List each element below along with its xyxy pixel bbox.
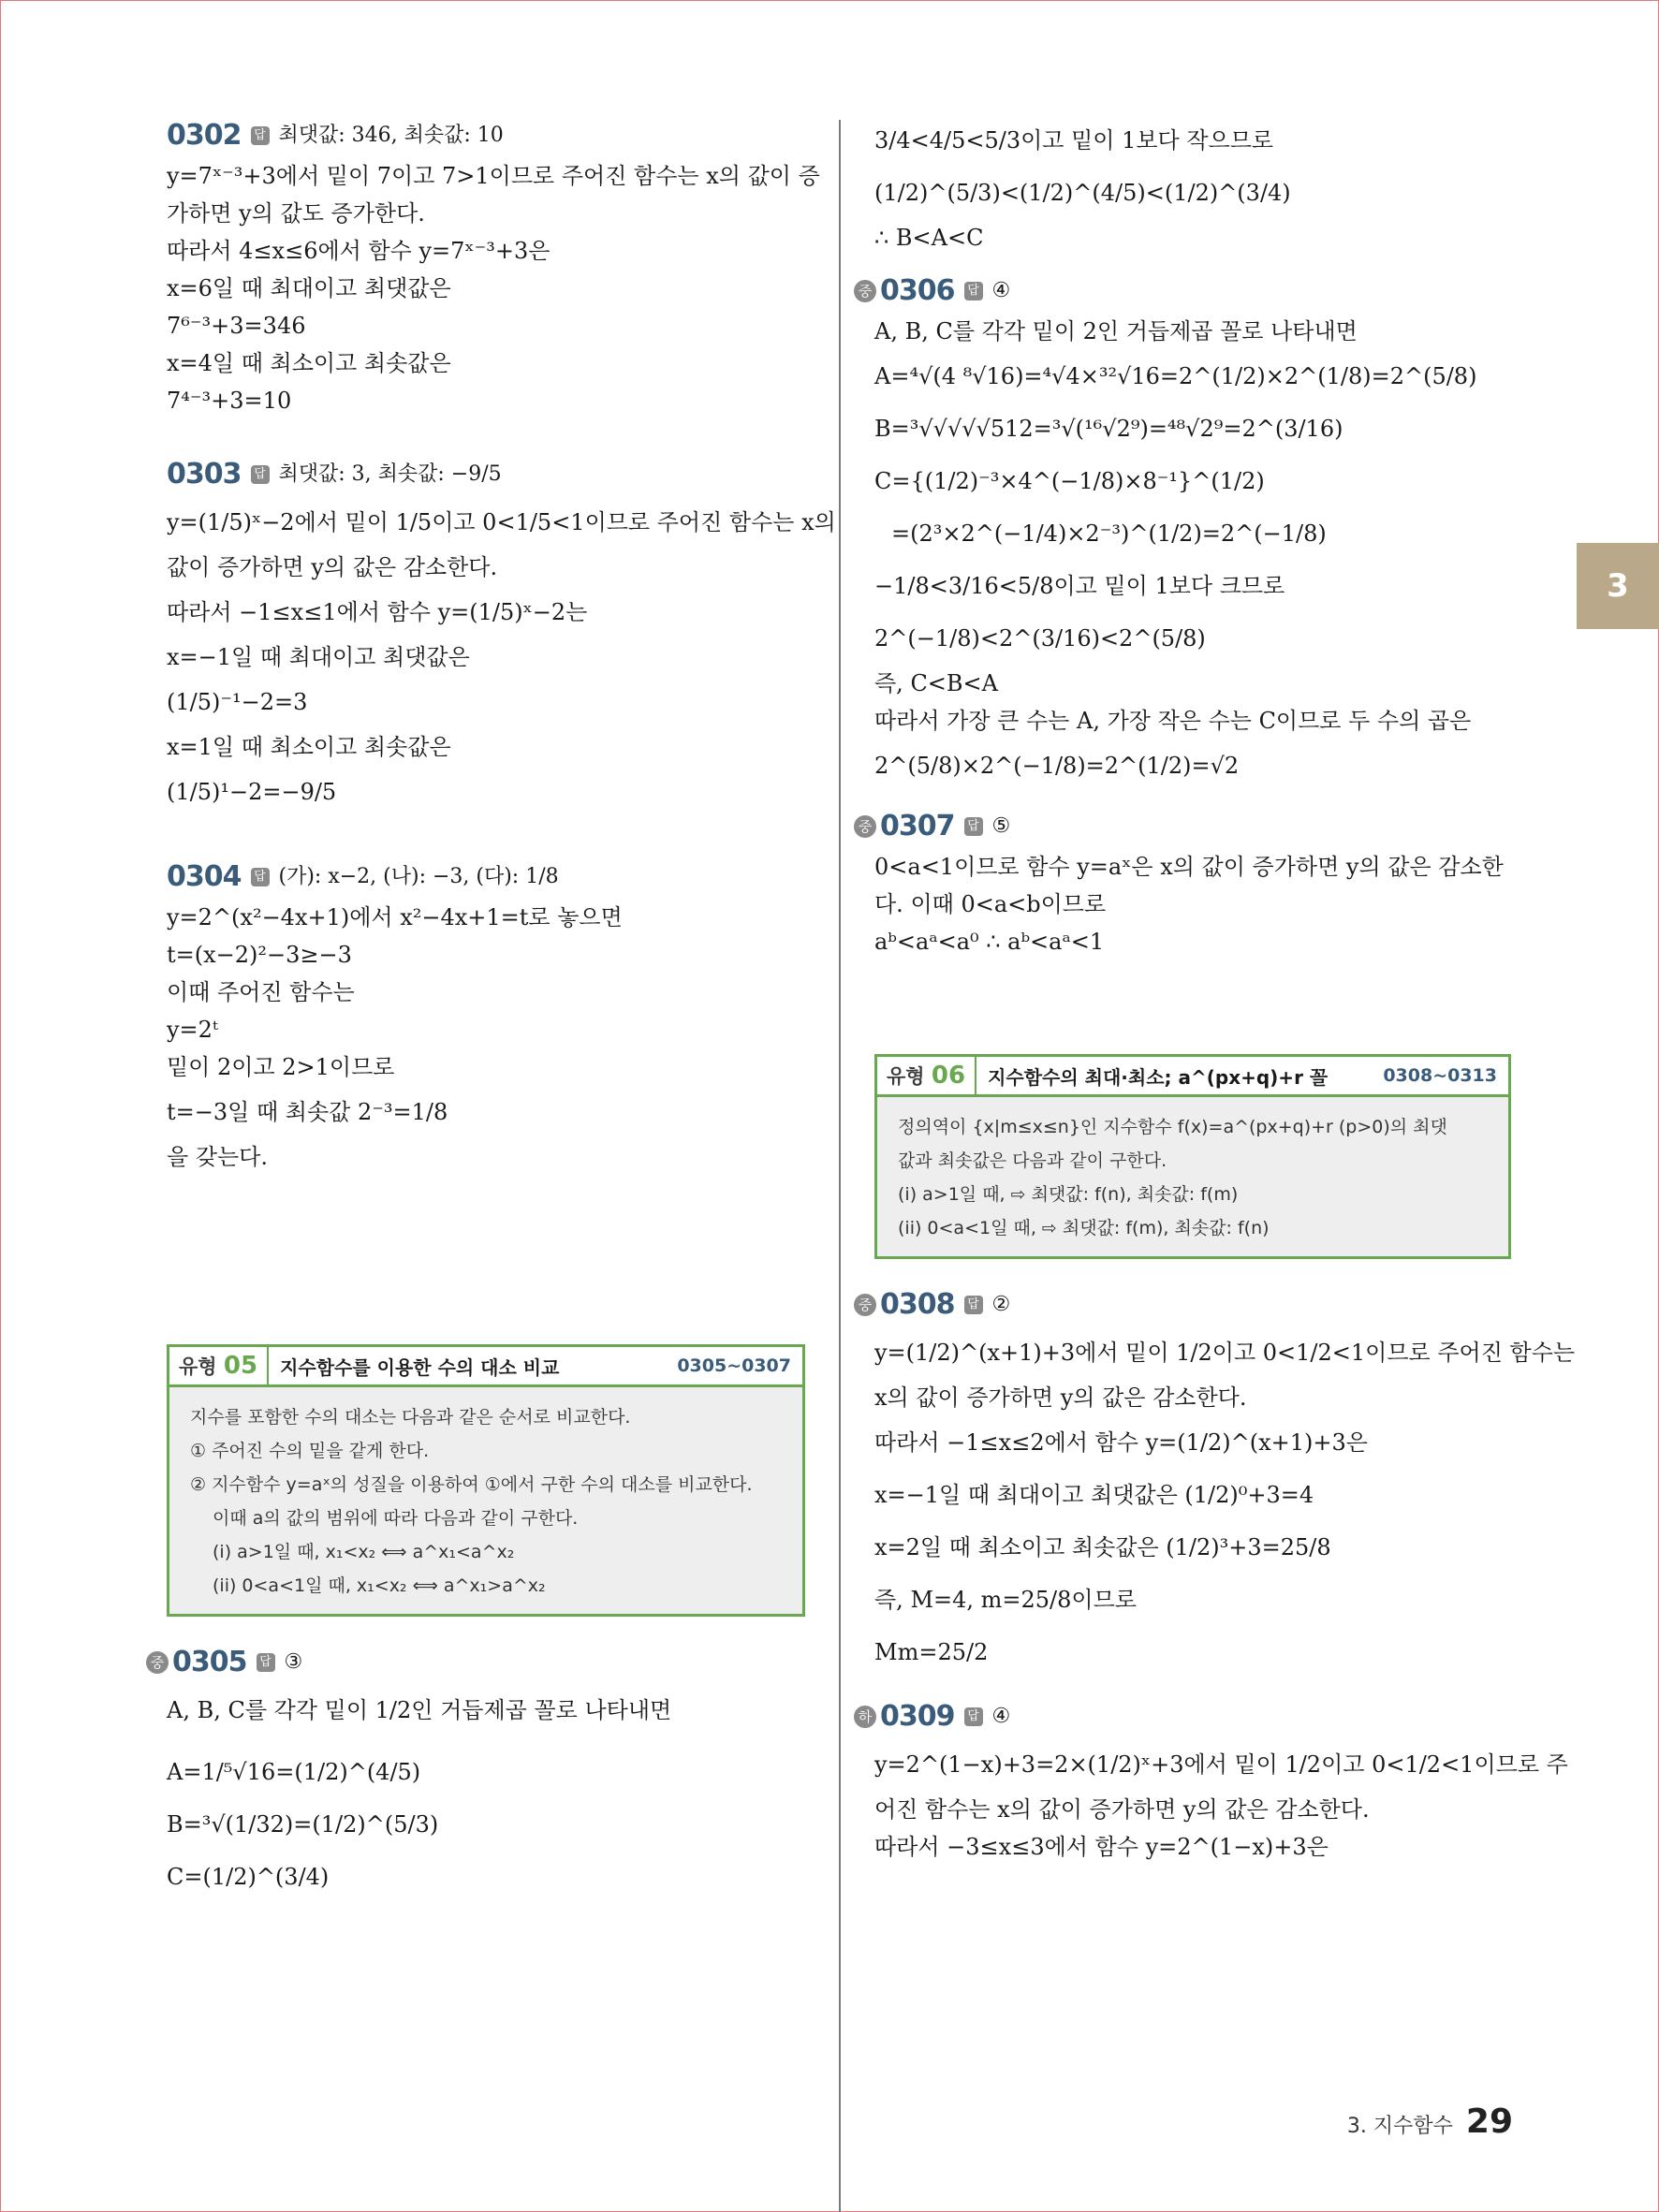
- answer-text: ④: [991, 1705, 1011, 1728]
- solution-line: A=1/⁵√16=(1/2)^(4/5): [167, 1759, 421, 1785]
- type-body: [877, 1097, 1508, 1256]
- type-label-text: 유형: [179, 1355, 217, 1378]
- problem-header: [854, 1695, 1511, 1738]
- type-body-line: (ii) 0<a<1일 때, ⇨ 최댓값: f(m), 최솟값: f(n): [898, 1218, 1270, 1238]
- answer-text: 최댓값: 3, 최솟값: −9/5: [278, 462, 502, 486]
- solution-line: 따라서 −3≤x≤3에서 함수 y=2^(1−x)+3은: [874, 1834, 1329, 1860]
- answer-text: ②: [991, 1293, 1011, 1316]
- solution-line: 7⁴⁻³+3=10: [167, 388, 292, 414]
- answer-text: ③: [284, 1650, 303, 1674]
- problem-number: 0307: [880, 810, 955, 842]
- type-number: 06: [931, 1062, 966, 1090]
- solution-line: 밑이 2이고 2>1이므로: [167, 1054, 395, 1080]
- type-body: [169, 1387, 802, 1614]
- column-divider: [839, 120, 841, 2212]
- difficulty-badge: 중: [854, 1294, 876, 1316]
- solution-line: x=2일 때 최소이고 최솟값은 (1/2)³+3=25/8: [874, 1534, 1331, 1560]
- solution-line: y=7ˣ⁻³+3에서 밑이 7이고 7>1이므로 주어진 함수는 x의 값이 증: [167, 163, 820, 189]
- problem-header: [854, 270, 1511, 313]
- solution-line: 가하면 y의 값도 증가한다.: [167, 200, 425, 227]
- solution-line: A, B, C를 각각 밑이 2인 거듭제곱 꼴로 나타내면: [874, 318, 1358, 344]
- solution-body: [854, 313, 1511, 792]
- type-06-box: [874, 1054, 1511, 1259]
- type-header: [877, 1057, 1508, 1097]
- type-number: 05: [223, 1352, 258, 1380]
- solution-line: =(2³×2^(−1/4)×2⁻³)^(1/2)=2^(−1/8): [891, 520, 1327, 547]
- type-05-box: [167, 1344, 805, 1617]
- type-title: 지수함수의 최대·최소; a^(px+q)+r 꼴: [988, 1065, 1329, 1089]
- answer-badge: 답: [964, 282, 983, 300]
- solution-line: 즉, C<B<A: [874, 670, 998, 696]
- difficulty-badge: 중: [854, 815, 876, 838]
- solution-line: B=³√√√√√512=³√(¹⁶√2⁹)=⁴⁸√2⁹=2^(3/16): [874, 416, 1343, 442]
- solution-line: 따라서 4≤x≤6에서 함수 y=7ˣ⁻³+3은: [167, 238, 551, 264]
- solution-line: 다. 이때 0<a<b이므로: [874, 891, 1107, 917]
- type-label: [169, 1347, 269, 1384]
- answer-text: ④: [991, 279, 1011, 302]
- problem-number: 0308: [880, 1288, 955, 1321]
- solution-line: 이때 주어진 함수는: [167, 979, 355, 1005]
- problem-0308: [854, 1283, 1576, 1678]
- problem-number: 0302: [167, 119, 242, 152]
- solution-line: x=4일 때 최소이고 최솟값은: [167, 350, 451, 376]
- solution-line: y=2^(1−x)+3=2×(1/2)ˣ+3에서 밑이 1/2이고 0<1/2<1이므로 주: [874, 1751, 1568, 1778]
- problem-0309: [854, 1695, 1568, 1866]
- problem-0306: [854, 270, 1511, 792]
- solution-line: 3/4<4/5<5/3이고 밑이 1보다 작으므로: [874, 127, 1274, 154]
- solution-line: (1/5)¹−2=−9/5: [167, 779, 337, 805]
- solution-line: C={(1/2)⁻³×4^(−1/8)×8⁻¹}^(1/2): [874, 468, 1265, 494]
- problem-0302: [167, 114, 820, 419]
- solution-line: 어진 함수는 x의 값이 증가하면 y의 값은 감소한다.: [874, 1796, 1370, 1823]
- solution-line: Mm=25/2: [874, 1639, 989, 1665]
- type-label-text: 유형: [887, 1065, 925, 1088]
- answer-badge: 답: [251, 465, 270, 484]
- solution-line: 값이 증가하면 y의 값은 감소한다.: [167, 554, 498, 580]
- problem-number: 0309: [880, 1700, 955, 1733]
- type-body-line: (i) a>1일 때, ⇨ 최댓값: f(n), 최솟값: f(m): [898, 1184, 1239, 1205]
- page-footer: [1347, 2102, 1513, 2141]
- problem-header: [146, 1641, 805, 1684]
- answer-badge: 답: [964, 1296, 983, 1314]
- answer-badge: 답: [964, 817, 983, 836]
- type-range: 0308~0313: [1383, 1065, 1497, 1086]
- solution-line: B=³√(1/32)=(1/2)^(5/3): [167, 1811, 439, 1838]
- solution-line: x=−1일 때 최대이고 최댓값은: [167, 644, 470, 670]
- solution-line: (1/5)⁻¹−2=3: [167, 689, 308, 715]
- problem-0305-continued: [874, 114, 1511, 256]
- solution-line: t=−3일 때 최솟값 2⁻³=1/8: [167, 1099, 448, 1125]
- problem-0305: [146, 1641, 805, 1903]
- solution-body: [146, 1684, 805, 1903]
- difficulty-badge: 중: [854, 280, 876, 302]
- solution-line: C=(1/2)^(3/4): [167, 1864, 330, 1890]
- answer-badge: 답: [257, 1653, 275, 1672]
- solution-body: [854, 848, 1511, 960]
- footer-chapter-title: 3. 지수함수: [1346, 2115, 1453, 2138]
- solution-line: A=⁴√(4 ⁸√16)=⁴√4×³²√16=2^(1/2)×2^(1/8)=2^(5/8): [874, 363, 1477, 389]
- solution-line: aᵇ<aᵃ<a⁰ ∴ aᵇ<aᵃ<1: [874, 929, 1105, 955]
- type-body-line: 정의역이 {x|m≤x≤n}인 지수함수 f(x)=a^(px+q)+r (p>0)의 최댓: [898, 1117, 1447, 1137]
- solution-line: 따라서 가장 큰 수는 A, 가장 작은 수는 C이므로 두 수의 곱은: [874, 708, 1472, 734]
- solution-line: t=(x−2)²−3≥−3: [167, 942, 352, 968]
- problem-0307: [854, 805, 1511, 960]
- right-column: [858, 114, 1576, 1866]
- problem-number: 0305: [172, 1646, 247, 1678]
- problem-header: [167, 856, 805, 899]
- problem-number: 0303: [167, 458, 242, 491]
- problem-number: 0304: [167, 860, 242, 893]
- difficulty-badge: 중: [146, 1651, 169, 1674]
- type-range: 0305~0307: [677, 1355, 791, 1376]
- problem-header: [167, 114, 805, 157]
- solution-line: 즉, M=4, m=25/8이므로: [874, 1587, 1137, 1613]
- solution-line: x=1일 때 최소이고 최솟값은: [167, 734, 451, 760]
- solution-line: 따라서 −1≤x≤2에서 함수 y=(1/2)^(x+1)+3은: [874, 1429, 1368, 1456]
- solution-line: 7⁶⁻³+3=346: [167, 313, 306, 339]
- solution-body: [854, 1326, 1576, 1678]
- solution-line: x=6일 때 최대이고 최댓값은: [167, 275, 451, 301]
- problem-number: 0306: [880, 274, 955, 307]
- answer-badge: 답: [251, 126, 270, 145]
- solution-line: y=(1/2)^(x+1)+3에서 밑이 1/2이고 0<1/2<1이므로 주어진 함수는: [874, 1340, 1576, 1366]
- type-header: [169, 1347, 802, 1387]
- problem-header: [854, 805, 1511, 848]
- type-body-line: ① 주어진 수의 밑을 같게 한다.: [190, 1441, 430, 1461]
- solution-line: y=2ᵗ: [167, 1017, 218, 1043]
- solution-line: 2^(5/8)×2^(−1/8)=2^(1/2)=√2: [874, 753, 1240, 779]
- type-label: [877, 1057, 976, 1094]
- problem-0304: [167, 856, 805, 1176]
- solution-line: ∴ B<A<C: [874, 225, 984, 251]
- answer-badge: 답: [964, 1707, 983, 1726]
- chapter-tab: 3: [1577, 543, 1659, 629]
- solution-line: y=(1/5)ˣ−2에서 밑이 1/5이고 0<1/5<1이므로 주어진 함수는 x의: [167, 509, 836, 535]
- solution-line: 0<a<1이므로 함수 y=aˣ은 x의 값이 증가하면 y의 값은 감소한: [874, 854, 1504, 880]
- type-body-line: ② 지수함수 y=aˣ의 성질을 이용하여 ①에서 구한 수의 대소를 비교한다.: [190, 1474, 753, 1495]
- solution-line: −1/8<3/16<5/8이고 밑이 1보다 크므로: [874, 573, 1285, 599]
- solution-line: y=2^(x²−4x+1)에서 x²−4x+1=t로 놓으면: [167, 904, 623, 930]
- solution-line: x의 값이 증가하면 y의 값은 감소한다.: [874, 1384, 1247, 1411]
- problem-header: [854, 1283, 1511, 1326]
- solution-line: 2^(−1/8)<2^(3/16)<2^(5/8): [874, 625, 1206, 652]
- type-body-line: 지수를 포함한 수의 대소는 다음과 같은 순서로 비교한다.: [190, 1407, 631, 1428]
- type-body-line: (ii) 0<a<1일 때, x₁<x₂ ⟺ a^x₁>a^x₂: [213, 1575, 546, 1596]
- problem-0303: [167, 453, 836, 818]
- type-body-line: 이때 a의 값의 범위에 따라 다음과 같이 구한다.: [213, 1508, 579, 1529]
- solution-line: x=−1일 때 최대이고 최댓값은 (1/2)⁰+3=4: [874, 1482, 1314, 1508]
- type-body-line: (i) a>1일 때, x₁<x₂ ⟺ a^x₁<a^x₂: [213, 1542, 515, 1562]
- type-title: 지수함수를 이용한 수의 대소 비교: [280, 1355, 560, 1379]
- solution-line: (1/2)^(5/3)<(1/2)^(4/5)<(1/2)^(3/4): [874, 180, 1291, 206]
- problem-header: [167, 453, 805, 496]
- left-column: [150, 114, 836, 1903]
- solution-body: [854, 1738, 1568, 1866]
- type-body-line: 값과 최솟값은 다음과 같이 구한다.: [898, 1150, 1167, 1171]
- answer-badge: 답: [251, 868, 270, 886]
- solution-line: 따라서 −1≤x≤1에서 함수 y=(1/5)ˣ−2는: [167, 599, 588, 625]
- difficulty-badge: 하: [854, 1706, 876, 1728]
- solution-line: 을 갖는다.: [167, 1144, 268, 1170]
- page-number: 29: [1465, 2102, 1513, 2141]
- answer-text: 최댓값: 346, 최솟값: 10: [278, 124, 504, 147]
- answer-text: (가): x−2, (나): −3, (다): 1/8: [278, 865, 559, 888]
- answer-text: ⑤: [991, 814, 1011, 838]
- solution-line: A, B, C를 각각 밑이 1/2인 거듭제곱 꼴로 나타내면: [167, 1697, 672, 1723]
